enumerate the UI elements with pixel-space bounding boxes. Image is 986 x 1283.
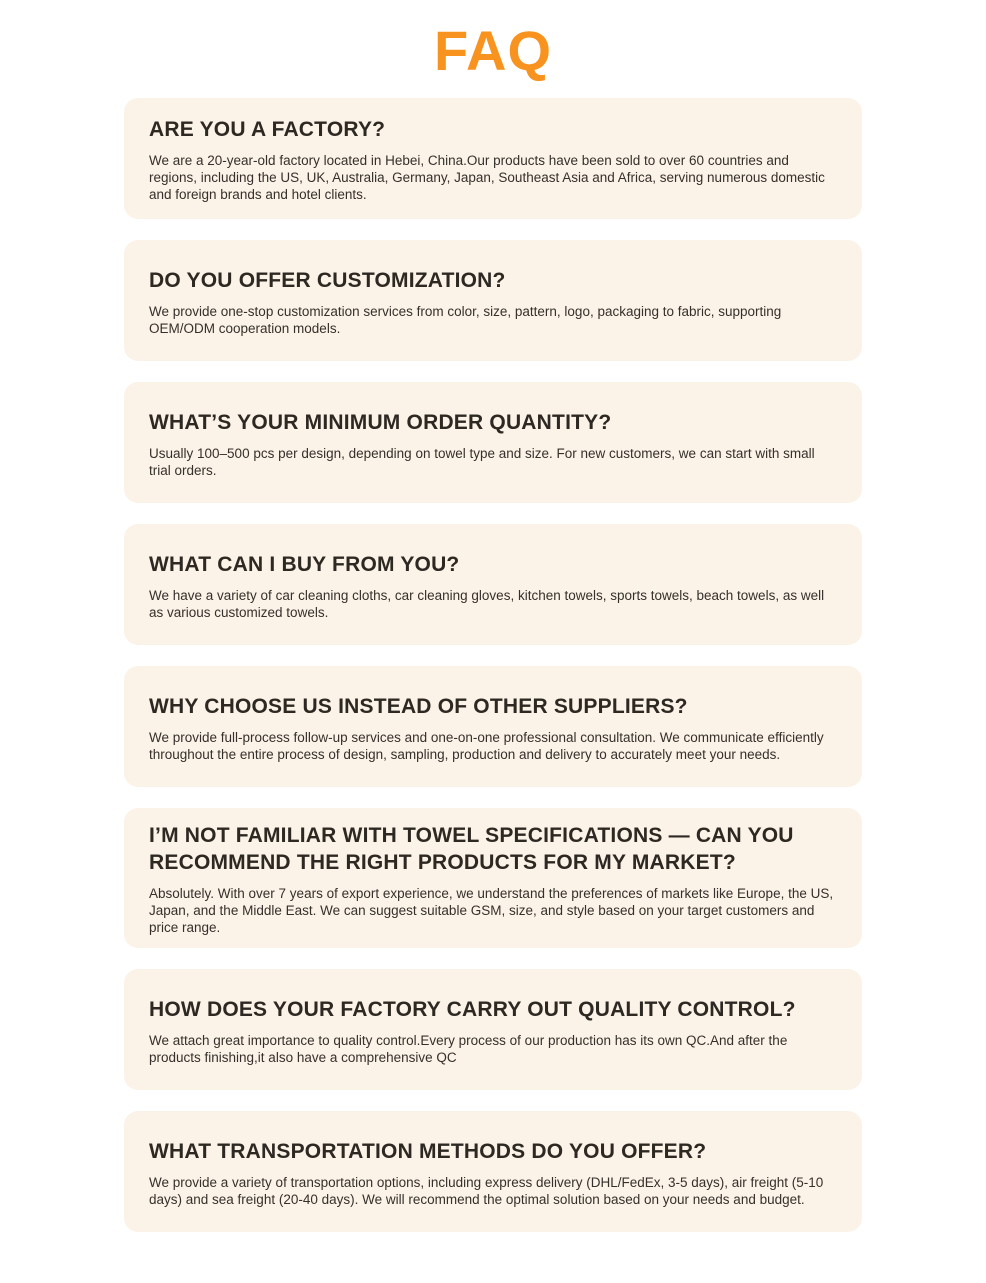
faq-answer: We provide full-process follow-up services and one-on-one professional consultation. We communicate efficiently throughout the entire process of design, sampling, production and delivery to accurately meet your needs. — [149, 729, 824, 762]
faq-card — [124, 666, 862, 787]
faq-card — [124, 382, 862, 503]
faq-card — [124, 808, 862, 948]
faq-answer: Absolutely. With over 7 years of export experience, we understand the preferences of markets like Europe, the US, Japan, and the Middle East. We can suggest suitable GSM, size, and style based on your target customers and price range. — [149, 886, 834, 935]
faq-answer: We are a 20-year-old factory located in Hebei, China.Our products have been sold to over 60 countries and regions, including the US, UK, Australia, Germany, Japan, Southeast Asia and Africa, serving numerous domestic and foreign brands and hotel clients. — [149, 153, 825, 202]
faq-answer: We provide one-stop customization services from color, size, pattern, logo, packaging to fabric, supporting OEM/ODM cooperation models. — [149, 303, 782, 336]
faq-section — [124, 98, 862, 1232]
faq-question: WHY CHOOSE US INSTEAD OF OTHER SUPPLIERS? — [149, 694, 688, 718]
faq-card — [124, 969, 862, 1090]
faq-question: I’M NOT FAMILIAR WITH TOWEL SPECIFICATIONS — CAN YOU RECOMMEND THE RIGHT PRODUCTS FOR MY MARKET? — [149, 824, 794, 874]
faq-question: WHAT TRANSPORTATION METHODS DO YOU OFFER? — [149, 1139, 707, 1163]
faq-question: WHAT CAN I BUY FROM YOU? — [149, 552, 460, 576]
faq-answer: We attach great importance to quality control.Every process of our production has its own QC.And after the products finishing,it also have a comprehensive QC — [149, 1032, 788, 1065]
faq-answer: We have a variety of car cleaning cloths, car cleaning gloves, kitchen towels, sports towels, beach towels, as well as various customized towels. — [149, 587, 825, 620]
faq-answer: Usually 100–500 pcs per design, depending on towel type and size. For new customers, we can start with small trial orders. — [149, 445, 815, 478]
faq-answer: We provide a variety of transportation options, including express delivery (DHL/FedEx, 3-5 days), air freight (5-10 days) and sea freight (20-40 days). We will recommend the optimal solution based on your needs and budget. — [149, 1174, 824, 1207]
faq-question: ARE YOU A FACTORY? — [149, 118, 386, 141]
page-title: FAQ — [433, 19, 553, 82]
faq-card — [124, 1111, 862, 1232]
faq-card — [124, 240, 862, 361]
faq-card — [124, 98, 862, 219]
faq-card — [124, 524, 862, 645]
faq-question: WHAT’S YOUR MINIMUM ORDER QUANTITY? — [149, 410, 612, 434]
faq-question: DO YOU OFFER CUSTOMIZATION? — [149, 268, 506, 292]
faq-question: HOW DOES YOUR FACTORY CARRY OUT QUALITY CONTROL? — [149, 997, 796, 1021]
